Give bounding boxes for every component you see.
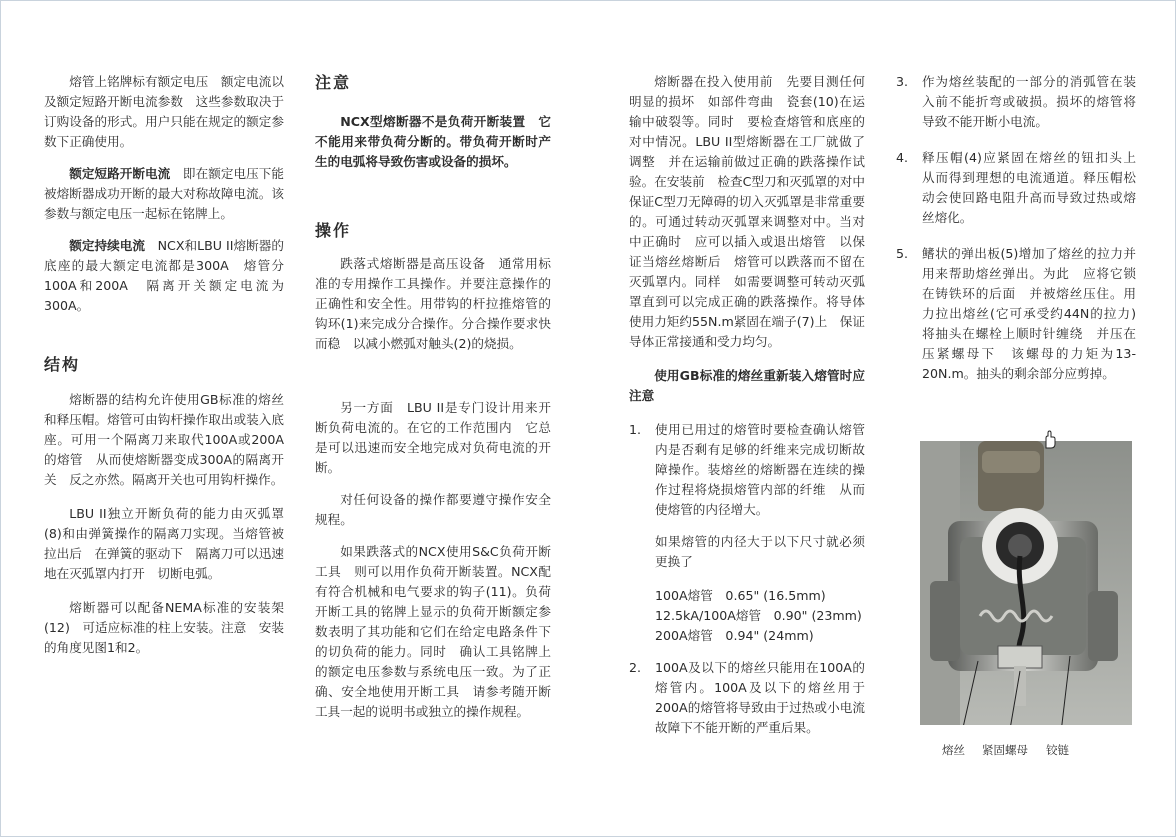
short-circuit-text: 即在额定电压下能被熔断器成功开断的最大对称故障电流。该参数与额定电压一起标在铭牌上。: [44, 166, 284, 221]
hand-cursor-icon: [1040, 430, 1058, 450]
list-number: 3.: [896, 74, 909, 89]
short-circuit-term: 额定短路开断电流: [69, 166, 171, 181]
list-item-text: 释压帽(4)应紧固在熔丝的钮扣头上 从而得到理想的电流通道。释压帽松动会使回路电阻升高而导致过热或熔丝熔化。: [922, 150, 1149, 225]
refuse-list: [629, 420, 865, 738]
column-3: [629, 72, 878, 738]
column-2: [315, 72, 551, 722]
list-item: [896, 148, 1149, 228]
fuse-assembly-photo: [920, 441, 1132, 725]
caption-hinge: 铰链: [1046, 743, 1069, 757]
structure-paragraph-1: 熔断器的结构允许使用GB标准的熔丝和释压帽。熔管可由钩杆操作取出或装入底座。可用一个隔离刀来取代100A或200A的熔管 从而使熔断器变成300A的隔离开关 反之亦然。隔离开关也可用钩杆操作。: [44, 392, 284, 487]
fuse-assembly-illustration: [920, 441, 1132, 725]
tube-size-list: [655, 586, 865, 646]
operation-paragraph-2: 另一方面 LBU II是专门设计用来开断负荷电流的。在它的工作范围内 它总是可以迅速而安全地完成对负荷电流的开断。: [315, 400, 551, 475]
caution-heading: 注意: [315, 73, 352, 92]
structure-paragraph-3: 熔断器可以配备NEMA标准的安装架(12) 可适应标准的柱上安装。注意 安装的角度见图1和2。: [44, 600, 284, 655]
tube-size-item: 12.5kA/100A熔管 0.90" (23mm): [655, 608, 862, 623]
inspection-paragraph: 熔断器在投入使用前 先要目测任何明显的损坏 如部件弯曲 瓷套(10)在运输中破裂等。同时 要检查熔管和底座的对中情况。LBU II型熔断器在工厂就做了调整 并在运输前做过正确的跌落操作试验。在安装前 检查C型刀和灭弧罩的对中 保证C型刀无障碍的切入灭弧罩是非常重要的。可通过转动灭弧罩来调整对中。当对中正确时 应可以插入或退出熔管 以保证当熔丝熔断后 熔管可以跌落而不留在灭弧罩内。同样 如需要调整可转动灭弧罩直到可以完成正确的跌落操作。将导体使用力矩约55N.m紧固在端子(7)上 保证导体正常接通和受力均匀。: [629, 74, 878, 349]
replace-note: 如果熔管的内径大于以下尺寸就必须更换了: [655, 534, 865, 569]
list-item: [629, 420, 865, 646]
caption-nut: 紧固螺母: [982, 743, 1028, 757]
operation-paragraph-4: 如果跌落式的NCX使用S&C负荷开断工具 则可以用作负荷开断装置。NCX配有符合机械和电气要求的钩子(11)。负荷开断工具的铭牌上显示的负荷开断额定参数表明了其功能和它们在给定电路条件下的切负荷的能力。同时 确认工具铭牌上的额定电压参数与系统电压一致。为了正确、安全地使用开断工具 请参考随开断工具一起的说明书或独立的操作规程。: [315, 544, 551, 719]
list-number: 2.: [629, 660, 642, 675]
continuous-current-text: NCX和LBU II熔断器的底座的最大额定电流都是300A 熔管分100A和200A 隔离开关额定电流为300A。: [44, 238, 284, 313]
list-item: [896, 72, 1136, 132]
operation-paragraph-3: 对任何设备的操作都要遵守操作安全规程。: [315, 492, 551, 527]
continuous-current-term: 额定持续电流: [69, 238, 145, 253]
list-item: [629, 658, 865, 738]
tube-size-item: 200A熔管 0.94" (24mm): [655, 628, 814, 643]
caution-warning: NCX型熔断器不是负荷开断装置 它不能用来带负荷分断的。带负荷开断时产生的电弧将导致伤害或设备的损坏。: [315, 114, 551, 169]
refuse-heading: 使用GB标准的熔丝重新装入熔管时应注意: [629, 368, 865, 403]
column-1: [44, 72, 284, 658]
operation-paragraph-1: 跌落式熔断器是高压设备 通常用标准的专用操作工具操作。并要注意操作的正确性和安全性。用带钩的杆拉推熔管的钩环(1)来完成分合操作。分合操作要求快而稳 以减小燃弧对触头(2)的烧损。: [315, 256, 551, 351]
column-4: [896, 72, 1149, 384]
tube-size-item: 100A熔管 0.65" (16.5mm): [655, 588, 826, 603]
list-item-text: 使用已用过的熔管时要检查确认熔管内是否剩有足够的纤维来完成切断故障操作。装熔丝的熔断器在连续的操作过程将烧损熔管内部的纤维 从而使熔管的内径增大。: [655, 422, 865, 517]
structure-paragraph-2: LBU II独立开断负荷的能力由灭弧罩(8)和由弹簧操作的隔离刀实现。当熔管被拉出后 在弹簧的驱动下 隔离刀可以迅速地在灭弧罩内打开 切断电弧。: [44, 506, 284, 581]
operation-heading: 操作: [315, 221, 352, 240]
list-item-text: 100A及以下的熔丝只能用在100A的熔管内。100A及以下的熔丝用于200A的熔管将导致由于过热或小电流故障下不能开断的严重后果。: [655, 660, 865, 735]
caption-fuse: 熔丝: [942, 743, 965, 757]
list-item-text: 鳍状的弹出板(5)增加了熔丝的拉力并用来帮助熔丝弹出。为此 应将它锁在铸铁环的后面 并被熔丝压住。用力拉出熔丝(它可承受约44N的拉力) 将抽头在螺栓上顺时针缠绕 并压在压紧螺母下 该螺母的力矩为13-20N.m。抽头的剩余部分应剪掉。: [922, 246, 1149, 381]
short-circuit-paragraph: [44, 164, 284, 224]
list-item: [896, 244, 1149, 384]
ratings-paragraph: 熔管上铭牌标有额定电压 额定电流以及额定短路开断电流参数 这些参数取决于订购设备的形式。用户只能在规定的额定参数下正确使用。: [44, 74, 284, 149]
list-number: 5.: [896, 246, 909, 261]
continuous-current-paragraph: [44, 236, 284, 316]
list-number: 1.: [629, 422, 642, 437]
list-number: 4.: [896, 150, 909, 165]
structure-heading: 结构: [44, 355, 81, 374]
list-item-text: 作为熔丝装配的一部分的消弧管在装入前不能折弯或破损。损坏的熔管将导致不能开断小电流。: [922, 74, 1136, 129]
refuse-list-continued: [896, 72, 1149, 384]
